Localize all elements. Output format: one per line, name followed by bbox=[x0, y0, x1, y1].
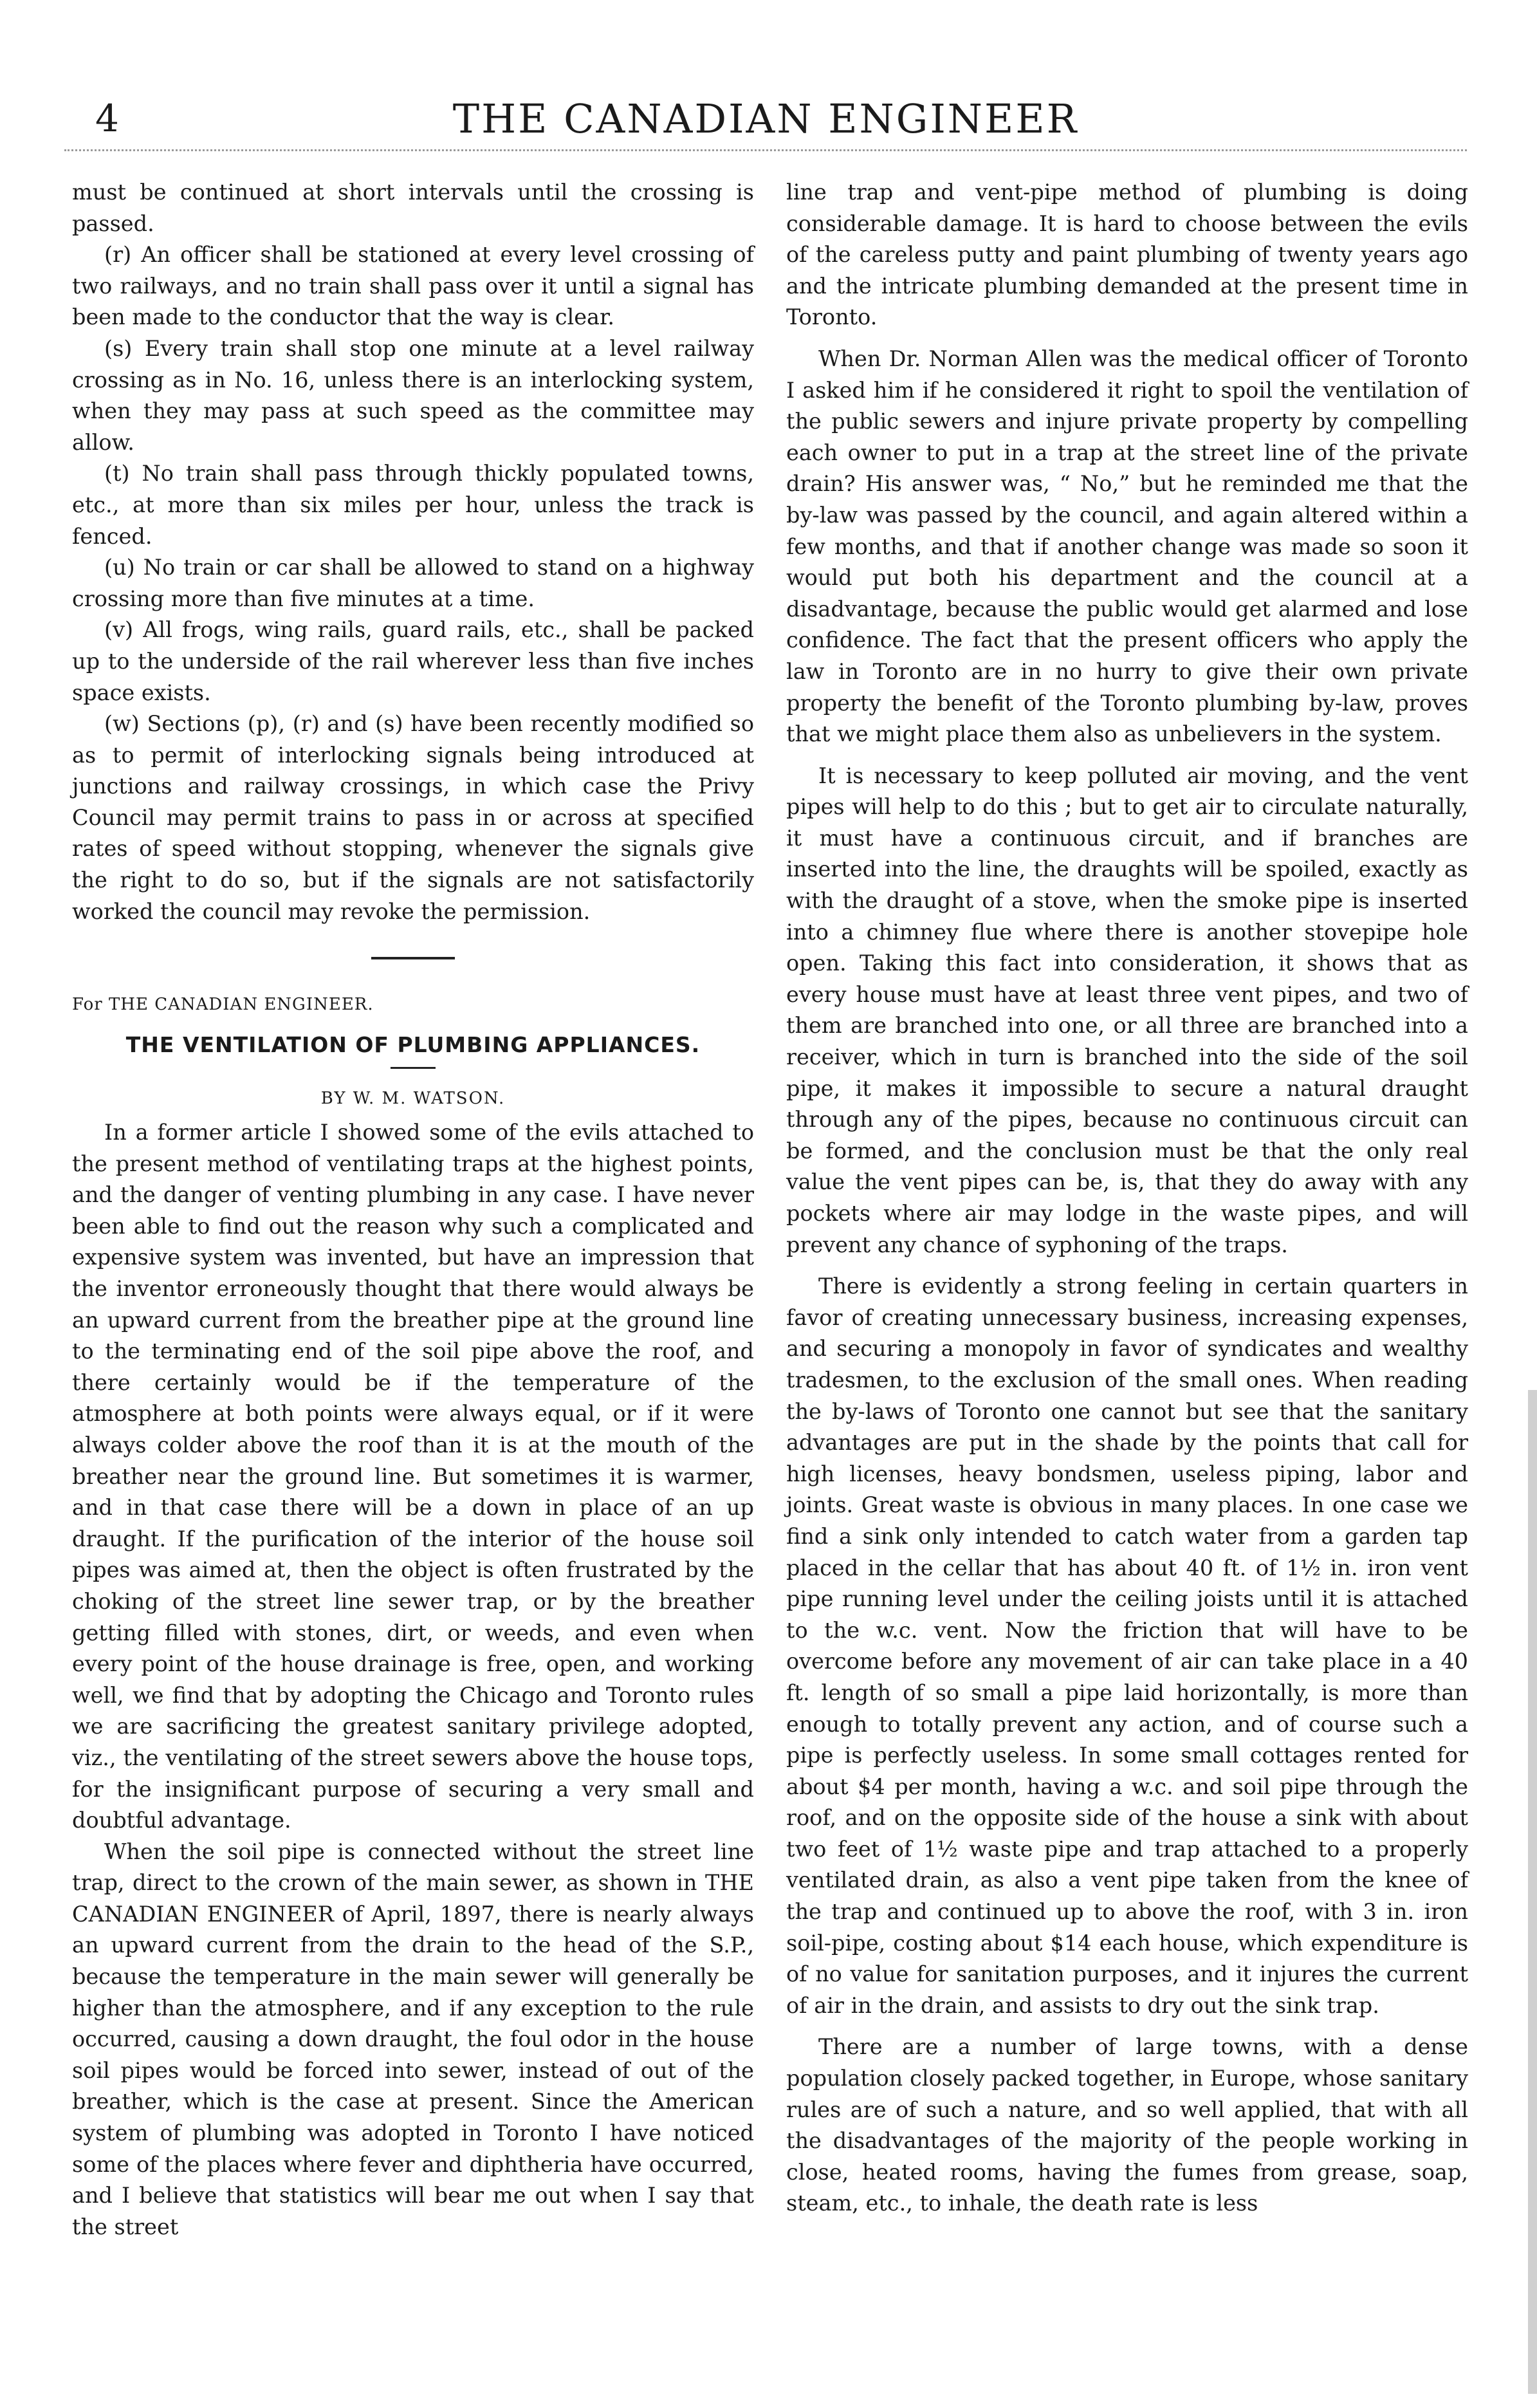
page-header bbox=[64, 90, 1467, 148]
article-kicker: For THE CANADIAN ENGINEER. bbox=[72, 995, 374, 1015]
paragraph: There is evidently a strong feeling in certain quarters in favor of creating unnecessary business, increasing expenses, and securing a monopoly in favor of syndicates and wealthy tradesmen, to the exclusion of the small ones. When reading the by-laws of Toronto one cannot but see that the sanitary advantages are put in the shade by the points that call for high licenses, heavy bondsmen, useless piping, labor and joints. Great waste is obvious in many places. In one case we find a sink only intended to catch water from a garden tap placed in the cellar that has about 40 ft. of 1½ in. iron vent pipe running level under the ceiling joists until it is attached to the w.c. vent. Now the friction that will have to be overcome before any movement of air can take place in a 40 ft. length of so small a pipe laid horizontally, is more than enough to totally prevent any action, and of course such a pipe is perfectly useless. In some small cottages rented for about $4 per month, having a w.c. and soil pipe through the roof, and on the opposite side of the house a sink with about two feet of 1½ waste pipe and trap attached to a properly ventilated drain, as also a vent pipe taken from the knee of the trap and continued up to above the roof, with 3 in. iron soil-pipe, costing about $14 each house, which expenditure is of no value for sanitation purposes, and it injures the current of air in the drain, and assists to dry out the sink trap. bbox=[786, 1273, 1468, 2018]
paragraph: In a former article I showed some of the evils attached to the present method of ventilating traps at the highest points, and the danger of venting plumbing in any case. I have never been able to find out the reason why such a complicated and expensive system was invented, but have an impression that the inventor erroneously thought that there would always be an upward current from the breather pipe at the ground line to the terminating end of the soil pipe above the roof, and there certainly would be if the temperature of the atmosphere at both points were always equal, or if it were always colder above the roof than it is at the mouth of the breather near the ground line. But sometimes it is warmer, and in that case there will be a down in place of an up draught. If the purification of the interior of the house soil pipes was aimed at, then the object is often frustrated by the choking of the street line sewer trap, or by the breather getting filled with stones, dirt, or weeds, and even when every point of the house drainage is free, open, and working well, we find that by adopting the Chicago and Toronto rules we are sacrificing the greatest sanitary privilege adopted, viz., the ventilating of the street sewers above the house tops, for the insignificant purpose of securing a very small and doubtful advantage. bbox=[72, 1120, 754, 1833]
paragraph: must be continued at short intervals until the crossing is passed. bbox=[72, 180, 754, 236]
paragraph: (r) An officer shall be stationed at every level crossing of two railways, and no train shall pass over it until a signal has been made to the conductor that the way is clear. bbox=[72, 242, 754, 330]
paragraph: (w) Sections (p), (r) and (s) have been recently modified so as to permit of interlocking signals being introduced at junctions and railway crossings, in which case the Privy Council may permit trains to pass in or across at specified rates of speed without stopping, whenever the signals give the right to do so, but if the signals are not satisfactorily worked the council may revoke the permission. bbox=[72, 711, 754, 924]
paragraph: When the soil pipe is connected without the street line trap, direct to the crown of the main sewer, as shown in THE CANADIAN ENGINEER of April, 1897, there is nearly always an upward current from the drain to the head of the S.P., because the temperature in the main sewer will generally be higher than the atmosphere, and if any exception to the rule occurred, causing a down draught, the foul odor in the house soil pipes would be forced into sewer, instead of out of the breather, which is the case at present. Since the American system of plumbing was adopted in Toronto I have noticed some of the places where fever and diphtheria have occurred, and I believe that statistics will bear me out when I say that the street bbox=[72, 1838, 754, 2239]
paragraph: There are a number of large towns, with a dense population closely packed together, in Europe, whose sanitary rules are of such a nature, and so well applied, that with all the disadvantages of the majority of the people working in close, heated rooms, having the fumes from grease, soap, steam, etc., to inhale, the death rate is less bbox=[786, 2034, 1468, 2216]
paragraph: (u) No train or car shall be allowed to stand on a highway crossing more than five minutes at a time. bbox=[72, 555, 754, 611]
section-divider bbox=[371, 957, 455, 959]
paragraph: (s) Every train shall stop one minute at a level railway crossing as in No. 16, unless there is an interlocking system, when they may pass at such speed as the committee may allow. bbox=[72, 335, 754, 455]
paragraph: (t) No train shall pass through thickly populated towns, etc., at more than six miles per hour, unless the track is fenced. bbox=[72, 461, 754, 549]
running-head: THE CANADIAN ENGINEER bbox=[452, 95, 1079, 142]
page-number: 4 bbox=[95, 97, 119, 140]
title-rule bbox=[391, 1067, 436, 1069]
scan-edge-mark bbox=[1528, 1390, 1537, 2394]
paragraph: (v) All frogs, wing rails, guard rails, etc., shall be packed up to the underside of the rail wherever less than five inches space exists. bbox=[72, 617, 754, 705]
header-rule bbox=[64, 149, 1467, 151]
byline: BY W. M. WATSON. bbox=[320, 1089, 506, 1109]
article-title: THE VENTILATION OF PLUMBING APPLIANCES. bbox=[125, 1032, 701, 1057]
left-column bbox=[72, 177, 754, 2243]
paragraph: When Dr. Norman Allen was the medical officer of Toronto I asked him if he considered it right to spoil the ventilation of the public sewers and injure private property by compelling each owner to put in a trap at the street line of the private drain? His answer was, “ No,” but he reminded me that the by-law was passed by the council, and again altered within a few months, and that if another change was made so soon it would put both his department and the council at a disadvantage, because the public would get alarmed and lose confidence. The fact that the present officers who apply the law in Toronto are in no hurry to give their own private property the benefit of the Toronto plumbing by-law, proves that we might place them also as unbelievers in the system. bbox=[786, 346, 1468, 747]
right-column bbox=[786, 177, 1468, 2219]
paragraph: It is necessary to keep polluted air moving, and the vent pipes will help to do this ; but to get air to circulate naturally, it must have a continuous circuit, and if branches are inserted into the line, the draughts will be spoiled, exactly as with the draught of a stove, when the smoke pipe is inserted into a chimney flue where there is another stovepipe hole open. Taking this fact into consideration, it shows that as every house must have at least three vent pipes, and two of them are branched into one, or all three are branched into a receiver, which in turn is branched into the side of the soil pipe, it makes it impossible to secure a natural draught through any of the pipes, because no continuous circuit can be formed, and the conclusion must be that the only real value the vent pipes can be, is, that they do away with any pockets where air may lodge in the waste pipes, and will prevent any chance of syphoning of the traps. bbox=[786, 763, 1468, 1257]
paragraph: line trap and vent-pipe method of plumbing is doing considerable damage. It is hard to choose between the evils of the careless putty and paint plumbing of twenty years ago and the intricate plumbing demanded at the present time in Toronto. bbox=[786, 180, 1468, 330]
